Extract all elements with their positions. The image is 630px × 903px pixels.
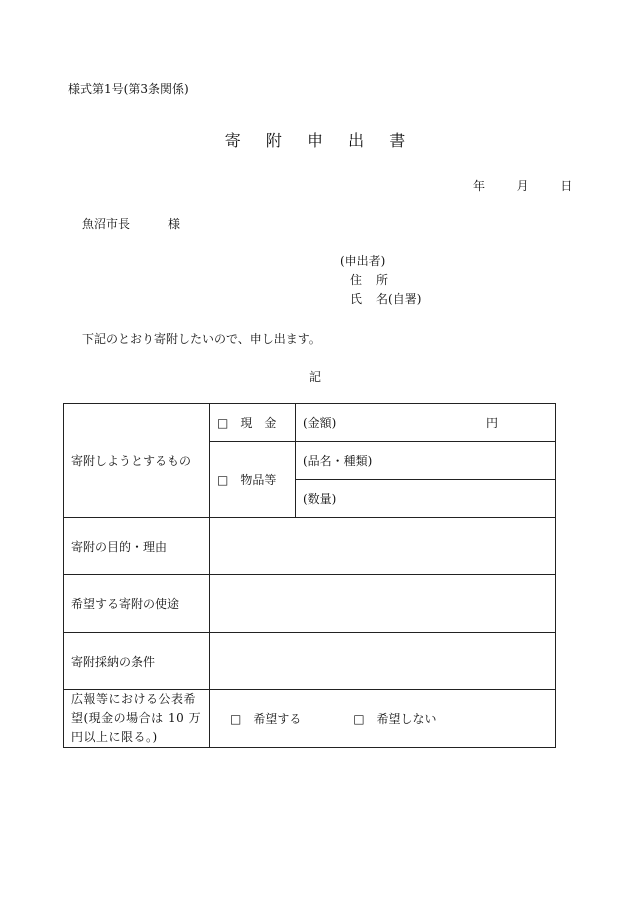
applicant-heading: (申出者) [340, 254, 386, 268]
ki-heading: 記 [308, 370, 321, 384]
date-line[interactable] [473, 177, 572, 194]
amount-label: (金額) [303, 416, 337, 430]
address-label-char: 住 [350, 273, 363, 287]
document-title [0, 128, 630, 151]
goods-option[interactable] [210, 442, 296, 518]
checkbox-icon[interactable]: □ [217, 416, 229, 430]
yen-label: 円 [485, 416, 498, 430]
publication-label: 広報等における公表希望(現金の場合は 10 万円以上に限る。) [64, 690, 210, 748]
publication-no-option[interactable] [353, 710, 436, 727]
title-char: 申 [306, 131, 323, 150]
donation-form-table [63, 403, 556, 748]
checkbox-icon[interactable]: □ [217, 473, 229, 487]
use-field[interactable] [210, 575, 556, 633]
applicant-name-row[interactable] [340, 290, 421, 309]
amount-field[interactable] [296, 404, 556, 442]
goods-name-label: (品名・種類) [303, 454, 373, 468]
cash-label: 現 金 [240, 416, 277, 430]
applicant-address-row[interactable] [340, 271, 421, 290]
publication-options [210, 690, 556, 748]
conditions-label: 寄附採納の条件 [64, 633, 210, 690]
title-char: 附 [265, 131, 282, 150]
goods-name-field[interactable] [296, 442, 556, 480]
intro-text: 下記のとおり寄附したいので、申し出ます。 [82, 332, 321, 346]
quantity-field[interactable] [296, 480, 556, 518]
publication-yes-label: 希望する [253, 712, 302, 726]
goods-label: 物品等 [240, 473, 277, 487]
publication-no-label: 希望しない [376, 712, 437, 726]
cash-option[interactable] [210, 404, 296, 442]
addressee [82, 215, 180, 232]
quantity-label: (数量) [303, 492, 337, 506]
conditions-field[interactable] [210, 633, 556, 690]
applicant-block [340, 252, 421, 309]
purpose-label: 寄附の目的・理由 [64, 518, 210, 575]
publication-yes-option[interactable] [230, 710, 301, 727]
addressee-honorific: 様 [168, 217, 181, 231]
date-year-label: 年 [473, 179, 486, 193]
date-day-label: 日 [560, 179, 573, 193]
form-reference: 様式第1号(第3条関係) [68, 82, 189, 96]
title-char: 寄 [224, 131, 241, 150]
donation-items-label: 寄附しようとするもの [64, 404, 210, 518]
addressee-name: 魚沼市長 [82, 217, 131, 231]
name-label-char: 氏 [350, 292, 363, 306]
name-label-suffix: 名(自署) [376, 292, 422, 306]
use-label: 希望する寄附の使途 [64, 575, 210, 633]
address-label-char: 所 [376, 273, 389, 287]
title-char: 出 [348, 131, 365, 150]
checkbox-icon[interactable]: □ [230, 712, 242, 726]
checkbox-icon[interactable]: □ [353, 712, 365, 726]
date-month-label: 月 [516, 179, 529, 193]
purpose-field[interactable] [210, 518, 556, 575]
title-char: 書 [389, 131, 406, 150]
